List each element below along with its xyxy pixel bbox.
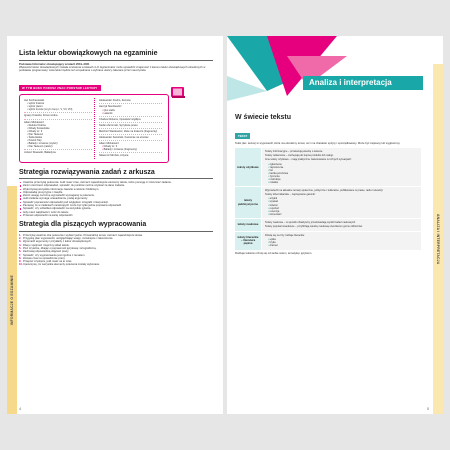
- books-column-left: [24, 98, 94, 158]
- left-side-tab: [7, 186, 17, 414]
- left-title: Lista lektur obowiązkowych na egzaminie: [19, 50, 158, 57]
- book-subitem: • Latarnik: [99, 112, 162, 115]
- title-rule: [19, 60, 213, 61]
- row-paragraph: Wypowiedzi na aktualne tematy społeczne, polityczne i kulturalne, publikowane w prasie, radiu i telewizji.: [265, 189, 384, 193]
- row-list-item: • reportaż: [265, 207, 418, 210]
- book-title: Aleksander Fredro, Zemsta: [99, 99, 131, 103]
- row-list-item: • notatka: [265, 181, 418, 184]
- book-title: Jan Kochanowski: [24, 99, 45, 103]
- row-list-item: • recenzja: [265, 210, 418, 213]
- book-subitem: • wybór pieśni: [24, 105, 92, 108]
- book-item: [24, 98, 92, 113]
- book-subitem: • wybór fraszek: [24, 102, 92, 105]
- left-tab-label: INFORMACJE O EGZAMINIE: [10, 274, 14, 326]
- right-side-tab: [433, 64, 443, 414]
- book-subitem: • Dziady cz. II: [99, 145, 162, 148]
- row-content: [261, 148, 421, 186]
- strategy-item: Zanim zaczniesz odpowiadać, sprawdź, ile punktów można uzyskać za dane zadanie.: [19, 184, 213, 187]
- books-chip: W TYM BOKU PODUSZ ZNAC PODSTAW LEKTURY: [19, 85, 101, 91]
- row-list-item: • zaproszenie: [265, 166, 418, 169]
- book-title: Ignacy Krasicki, Żona modna: [24, 114, 58, 118]
- essay-item-text: Zachowaj odpowiednią objętość pracy.: [23, 250, 69, 254]
- row-paragraph: Dzielą się na trzy rodzaje literackie:: [265, 234, 305, 238]
- row-list-item: • kartka pocztowa: [265, 172, 418, 175]
- book-subitem: • Dziady Kowieńskie: [24, 127, 92, 130]
- strategy-list: [19, 181, 213, 217]
- essay-item-text: Przygotuj plan wypowiedzi, uwzględniając wstęp, rozwinięcie i zakończenie.: [23, 237, 114, 241]
- row-list-item: • instrukcja: [265, 178, 418, 181]
- left-page-number: 4: [19, 407, 21, 411]
- book-title: Henryk Sienkiewicz: [99, 105, 122, 109]
- book-item: [99, 141, 162, 153]
- essay-item: [19, 263, 213, 266]
- table-row: [235, 147, 421, 186]
- book-subitem: • Ballady i romanse (wybór): [24, 142, 92, 145]
- row-list-item: • dramat: [265, 244, 418, 247]
- book-title: Juliusz Słowacki, Balladyna: [24, 150, 56, 154]
- strategy-title: Strategia rozwiązywania zadań z arkusza: [19, 168, 155, 176]
- text-types-table: [235, 124, 421, 255]
- book-item: [99, 153, 162, 158]
- book-title: Stefan Żeromski, Syzyfowe prace: [99, 123, 138, 127]
- book-item: [99, 104, 162, 116]
- scope-heading: Podstawa Informator obowiązujący w latach 2019–2021: [19, 62, 90, 66]
- row-content: [261, 219, 421, 231]
- book-title: Melchior Wańkowicz, Ziele na kraterze (fragmenty): [99, 129, 158, 133]
- banner-title: Analiza i interpretacja: [303, 76, 423, 90]
- strategy-item: Wykorzystaj wszystkie informacje zawarte w tekście źródłowym.: [19, 188, 213, 191]
- strategy-rule: [19, 178, 213, 179]
- essay-item-number: 6.: [19, 250, 22, 254]
- scope-block: [19, 63, 213, 73]
- essay-item-text: Zostaw czas na sprawdzenie pracy.: [23, 256, 66, 260]
- row-list-item: • epika: [265, 238, 418, 241]
- book-subitem: • Świtezianka: [24, 136, 92, 139]
- strategy-item: Przenieś odpowiedzi na kartę odpowiedzi.: [19, 214, 213, 217]
- strategy-item: Gdy masz wątpliwości, wróć do tekstu.: [19, 211, 213, 214]
- row-label: teksty naukowe: [235, 219, 261, 231]
- book-subitem: • Quo vadis: [99, 109, 162, 112]
- strategy-item: Zwróć uwagę na formę wypowiedzi wymaganej w poleceniu.: [19, 194, 213, 197]
- row-label: teksty użytkowe: [235, 148, 261, 186]
- row-paragraph: Teksty reklamowe – zachęcają do kupna produktu lub usługi.: [265, 154, 334, 158]
- book-title: Adam Mickiewicz: [99, 142, 119, 146]
- table-head: TEKST: [235, 133, 250, 139]
- essay-item-text: Przepisz czystopis, jeśli masz na to czas.: [23, 260, 73, 264]
- row-label: teksty literackie – literatura piękna: [235, 232, 261, 249]
- banner-graphic: [227, 36, 443, 108]
- essay-item-number: 2.: [19, 237, 22, 241]
- essay-item-number: 10.: [19, 263, 23, 267]
- strategy-item: Uważnie przeczytaj polecenia. Jeśli masz czas, zaznacz najważniejsze elementy tekstu, które pomogą ci zrozumieć zadanie.: [19, 181, 213, 184]
- book-icon: [170, 85, 186, 99]
- book-subitem: • wybór trenów (w tym treny I, V, VII, VIII): [24, 108, 92, 111]
- row-list-item: • życzenia: [265, 175, 418, 178]
- essay-item-number: 5.: [19, 246, 22, 250]
- essay-item-number: 3.: [19, 240, 22, 244]
- row-list-item: • liryka: [265, 241, 418, 244]
- row-list-item: • artykuł: [265, 197, 418, 200]
- row-paragraph: Inne teksty użytkowe – mają praktyczne zastosowanie w różnych sytuacjach:: [265, 158, 352, 162]
- strategy-item: Sprawdź, czy udzieliłeś odpowiedzi na wszystkie pytania.: [19, 207, 213, 210]
- book-subitem: • Pan Tadeusz (całość): [24, 145, 92, 148]
- right-page-content: [235, 110, 421, 255]
- row-paragraph: Teksty popularnonaukowe – przybliżają wiedzę naukową szerokiemu gronu odbiorców.: [265, 225, 363, 229]
- books-column-right: [94, 98, 164, 158]
- essay-item-number: 8.: [19, 256, 22, 260]
- right-page: [227, 36, 443, 414]
- section-title: W świecie tekstu: [235, 114, 292, 121]
- essay-item-number: 1.: [19, 233, 22, 237]
- essay-list: [19, 234, 213, 267]
- row-list-item: • ogłoszenie: [265, 163, 418, 166]
- book-title: Charles Dickens, Opowieść wigilijna: [99, 117, 141, 121]
- essay-rule: [19, 231, 213, 232]
- book-subitem: • Pan Tadeusz: [24, 133, 92, 136]
- strategy-item: Odpowiadaj precyzyjnie i zwięźle.: [19, 191, 213, 194]
- strategy-item: Pamiętaj, że w zadaniach zamkniętych może być tylko jedna poprawna odpowiedź.: [19, 204, 213, 207]
- essay-item-number: 7.: [19, 253, 22, 257]
- strategy-item: Jeśli zadanie wymaga uzasadnienia, podaj argumenty.: [19, 197, 213, 200]
- table-row: [235, 186, 421, 218]
- table-intro: Tekst (łac. textus) to wypowiedź, która ma określony temat, cel i ma charakter spójny i uporządkowany. Może być zapisany lub wygłoszony.: [235, 142, 401, 145]
- essay-item-text: Przeczytaj uważnie oba polecenia i wybierz jedno. Przeanalizuj temat, zaznacz najważniejsze słowa.: [23, 233, 143, 237]
- right-tab-label: ANALIZA I INTERPRETACJA: [436, 213, 440, 265]
- essay-item-text: Upewnij się, że wszystkie elementy polecenia zostały wykonane.: [23, 263, 100, 267]
- row-content: [261, 187, 421, 218]
- table-footer-note: Rodzaje tekstów różnią się od siebie celem, tematyką i językiem.: [235, 251, 313, 255]
- left-page: [7, 36, 223, 414]
- essay-item-text: Zgromadź argumenty i przykłady z lektur obowiązkowych.: [23, 240, 92, 244]
- table-row: [235, 231, 421, 249]
- row-content: [261, 232, 421, 249]
- essay-item-number: 9.: [19, 260, 22, 264]
- right-page-number: 5: [427, 407, 429, 411]
- essay-title: Strategia dla piszących wypracowania: [19, 221, 147, 229]
- book-subitem: • Powrót Taty: [24, 139, 92, 142]
- books-box: [19, 94, 169, 162]
- book-title: Aleksander Kamiński, Kamienie na szaniec: [99, 136, 149, 140]
- row-label: teksty publicystyczne: [235, 187, 261, 218]
- left-page-content: [19, 50, 213, 267]
- scope-text: Większość lektur obowiązkowych została omówiona w klasach 4–8. Egzaminator może sprawdzić znajomość z kanonu lektur obowiązkowych określonych w podstawie programowej. Lista lektur będzie też uzupełniana o wybrane utwory zalecane przez nauczyciela.: [19, 65, 206, 72]
- essay-item-text: Pisz czytelnie, dbając o poprawność językową i ortograficzną.: [23, 246, 97, 250]
- essay-item-text: Dbaj o spójność i logiczny układ tekstu.: [23, 243, 70, 247]
- book-item: [24, 150, 92, 155]
- row-list-item: • list: [265, 169, 418, 172]
- book-subitem: • Ballady i romanse (fragmenty): [99, 148, 162, 151]
- row-paragraph: Teksty dziennikarskie – zapisywanie gatunki:: [265, 193, 316, 197]
- row-list-item: • komentarz: [265, 213, 418, 216]
- row-list-item: • wywiad: [265, 200, 418, 203]
- row-paragraph: Teksty informacyjne – przekazują wiedzę o świecie.: [265, 150, 324, 154]
- book-subitem: • Dziady cz. II: [24, 130, 92, 133]
- table-row: [235, 218, 421, 231]
- book-title: Sławomir Mrożek, Artysta: [99, 154, 129, 158]
- essay-item-text: Sprawdź, czy wypracowanie jest zgodne z tematem.: [23, 253, 86, 257]
- row-list-item: • felieton: [265, 204, 418, 207]
- book-subitem: • Reduta Ordona: [24, 124, 92, 127]
- row-paragraph: Teksty naukowe – w sposób obiektywny przedstawiają wyniki badań naukowych.: [265, 220, 356, 224]
- book-title: Adam Mickiewicz: [24, 120, 44, 124]
- book-item: [24, 120, 92, 150]
- strategy-item: Sprawdź poprawność odpowiedzi pod względem ortografii i interpunkcji.: [19, 201, 213, 204]
- essay-item-number: 4.: [19, 243, 22, 247]
- table-rows: [235, 147, 421, 249]
